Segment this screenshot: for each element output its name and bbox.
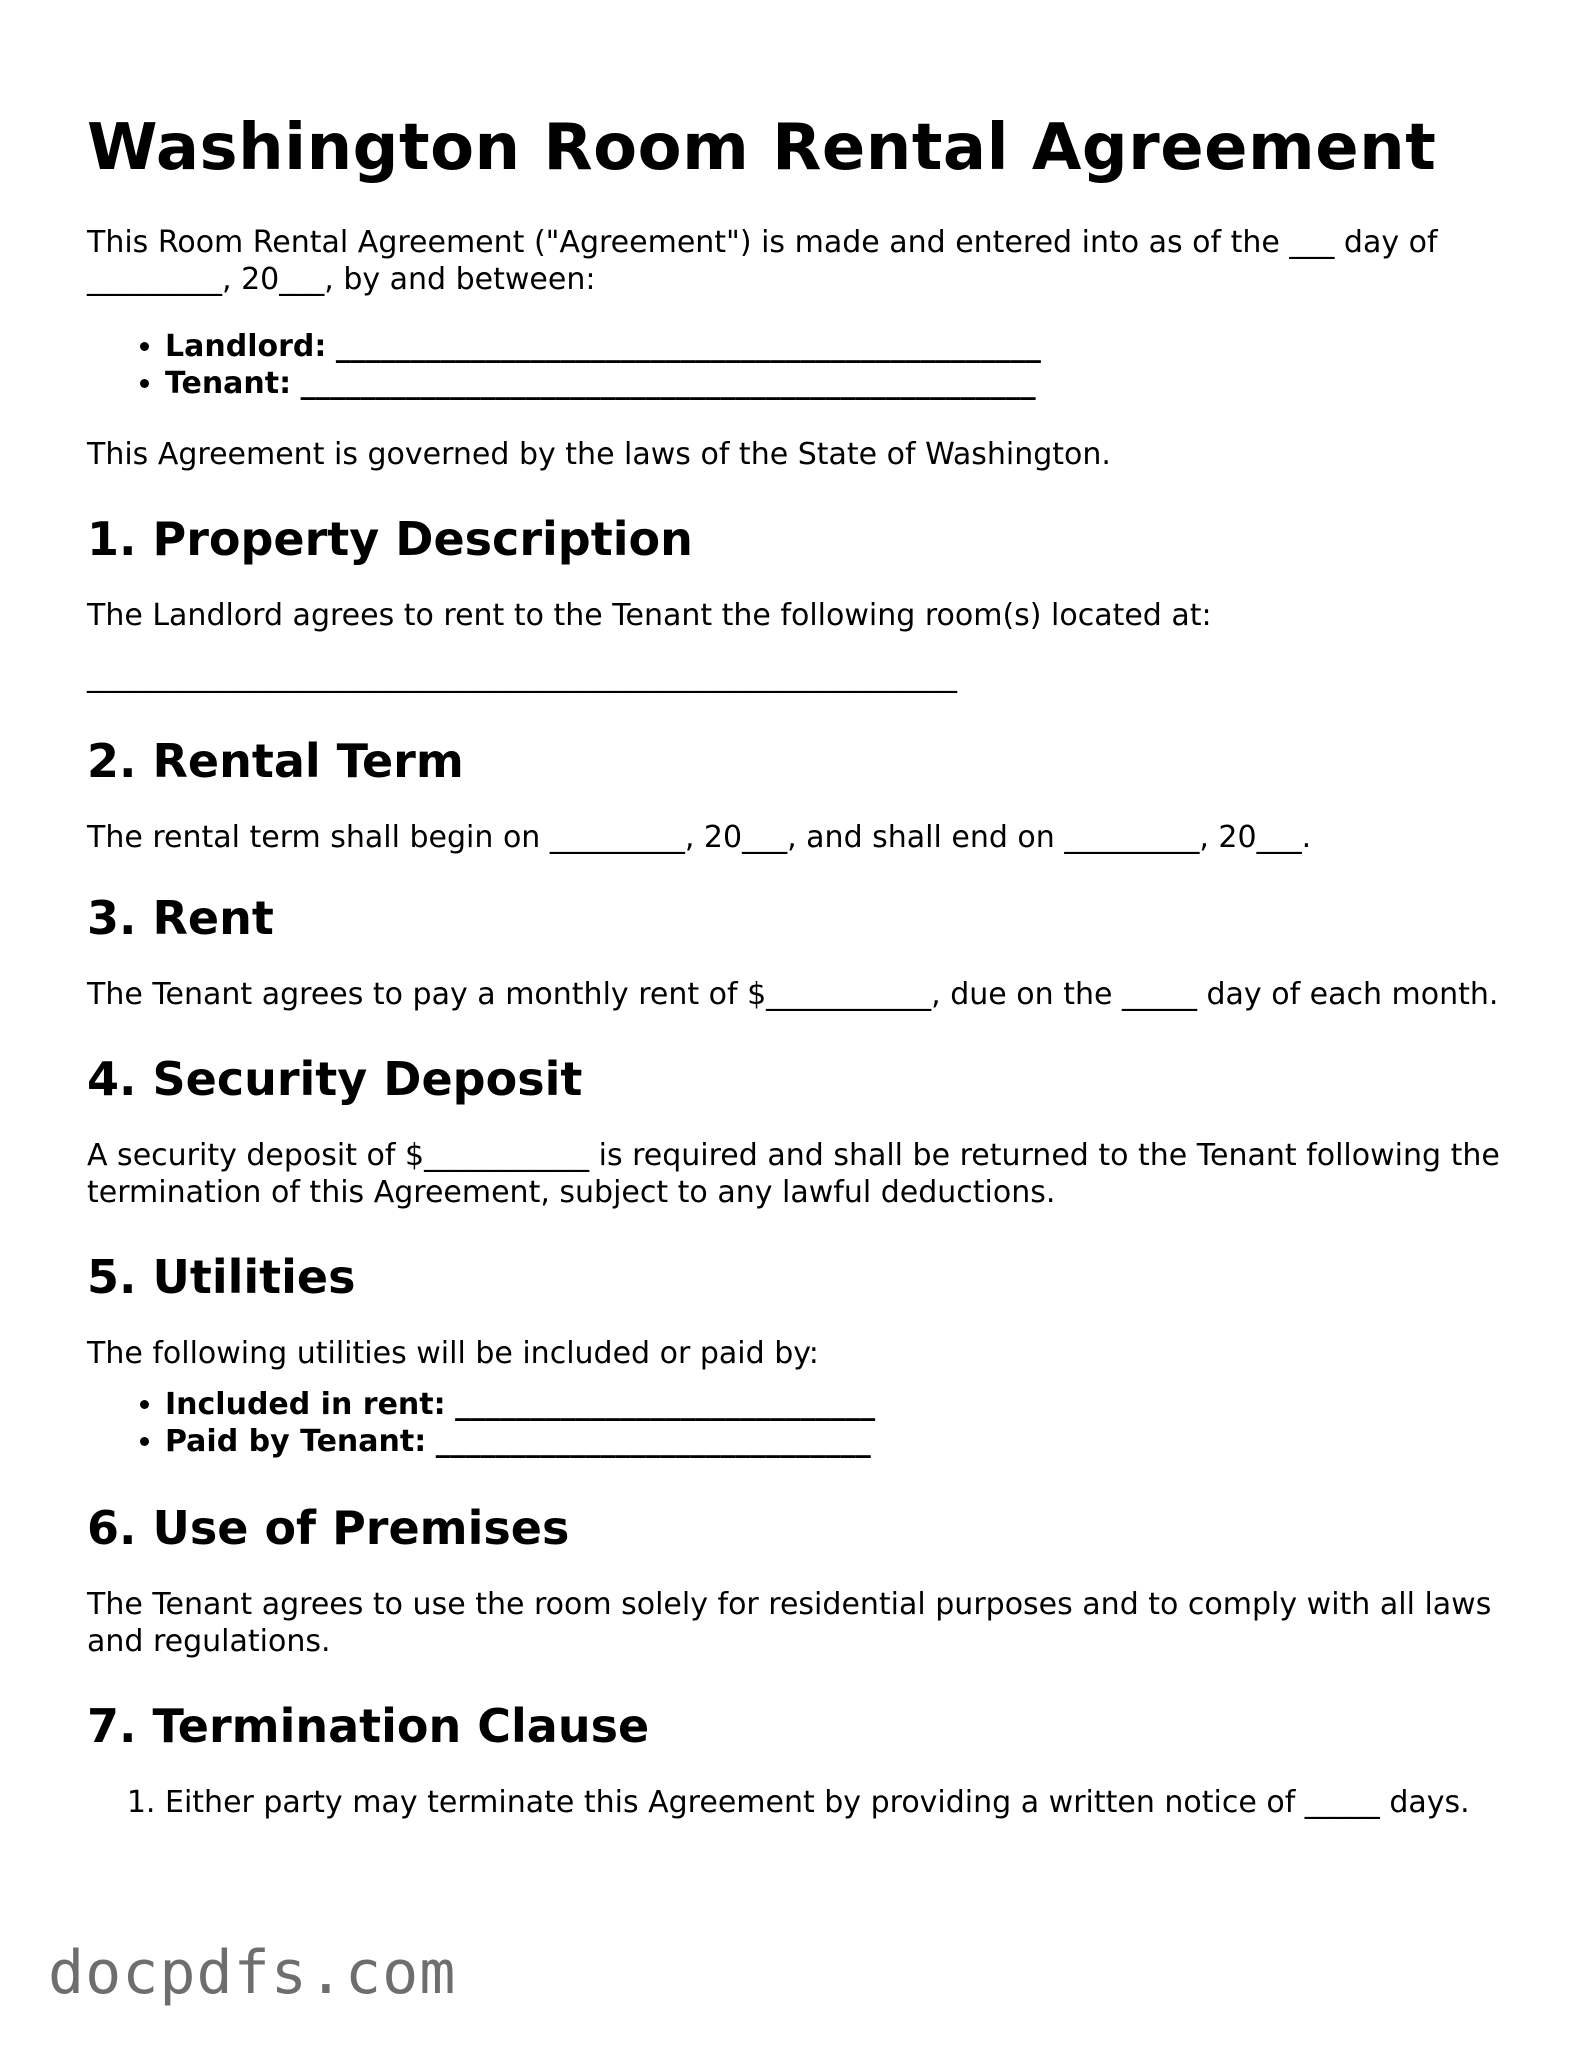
- section-heading-rent: 3. Rent: [87, 891, 274, 945]
- section-text-deposit: A security deposit of $___________ is required and shall be returned to the Tenant following the termination of this Agreement, subject to any lawful deductions.: [87, 1138, 1500, 1210]
- party-landlord-blank: _______________________________________________: [335, 329, 1041, 364]
- section-heading-property: 1. Property Description: [87, 512, 693, 566]
- utility-included-blank: ____________________________: [455, 1387, 876, 1422]
- termination-item: 1. Either party may terminate this Agreement by providing a written notice of _____ days.: [165, 1784, 1507, 1821]
- utility-tenant: [165, 1423, 1507, 1460]
- utilities-list: [87, 1386, 1507, 1460]
- section-heading-use: 6. Use of Premises: [87, 1501, 570, 1555]
- section-text-use: The Tenant agrees to use the room solely for residential purposes and to comply with all laws and regulations.: [87, 1587, 1492, 1659]
- utility-included-label: Included in rent:: [165, 1387, 446, 1422]
- property-address-blank: [87, 658, 1507, 695]
- section-text-utilities: The following utilities will be included or paid by:: [87, 1336, 819, 1371]
- party-landlord-label: Landlord:: [165, 329, 327, 364]
- party-tenant-label: Tenant:: [165, 366, 292, 401]
- governing-law: This Agreement is governed by the laws of the State of Washington.: [87, 437, 1111, 472]
- section-heading-utilities: 5. Utilities: [87, 1250, 356, 1304]
- party-tenant: [165, 365, 1507, 402]
- section-text-rent: The Tenant agrees to pay a monthly rent of $___________, due on the _____ day of each month.: [87, 977, 1499, 1012]
- party-landlord: [165, 328, 1507, 365]
- section-heading-deposit: 4. Security Deposit: [87, 1052, 583, 1106]
- party-tenant-blank: _________________________________________________: [300, 366, 1036, 401]
- document-page: [87, 108, 1507, 1855]
- watermark-logo: docpdfs.com: [48, 1938, 457, 2008]
- property-address-line: __________________________________________________________: [87, 659, 957, 694]
- parties-list: [87, 328, 1507, 402]
- section-text-property: The Landlord agrees to rent to the Tenant the following room(s) located at:: [87, 598, 1212, 633]
- intro-paragraph: This Room Rental Agreement ("Agreement") is made and entered into as of the ___ day of _________, 20___, by and between:: [87, 225, 1438, 297]
- utility-tenant-blank: _____________________________: [435, 1424, 871, 1459]
- termination-list: [87, 1784, 1507, 1821]
- document-title: Washington Room Rental Agreement: [87, 111, 1437, 185]
- section-text-term: The rental term shall begin on _________, 20___, and shall end on _________, 20___.: [87, 820, 1312, 855]
- utility-included: [165, 1386, 1507, 1423]
- utility-tenant-label: Paid by Tenant:: [165, 1424, 427, 1459]
- section-heading-termination: 7. Termination Clause: [87, 1699, 650, 1753]
- section-heading-term: 2. Rental Term: [87, 734, 464, 788]
